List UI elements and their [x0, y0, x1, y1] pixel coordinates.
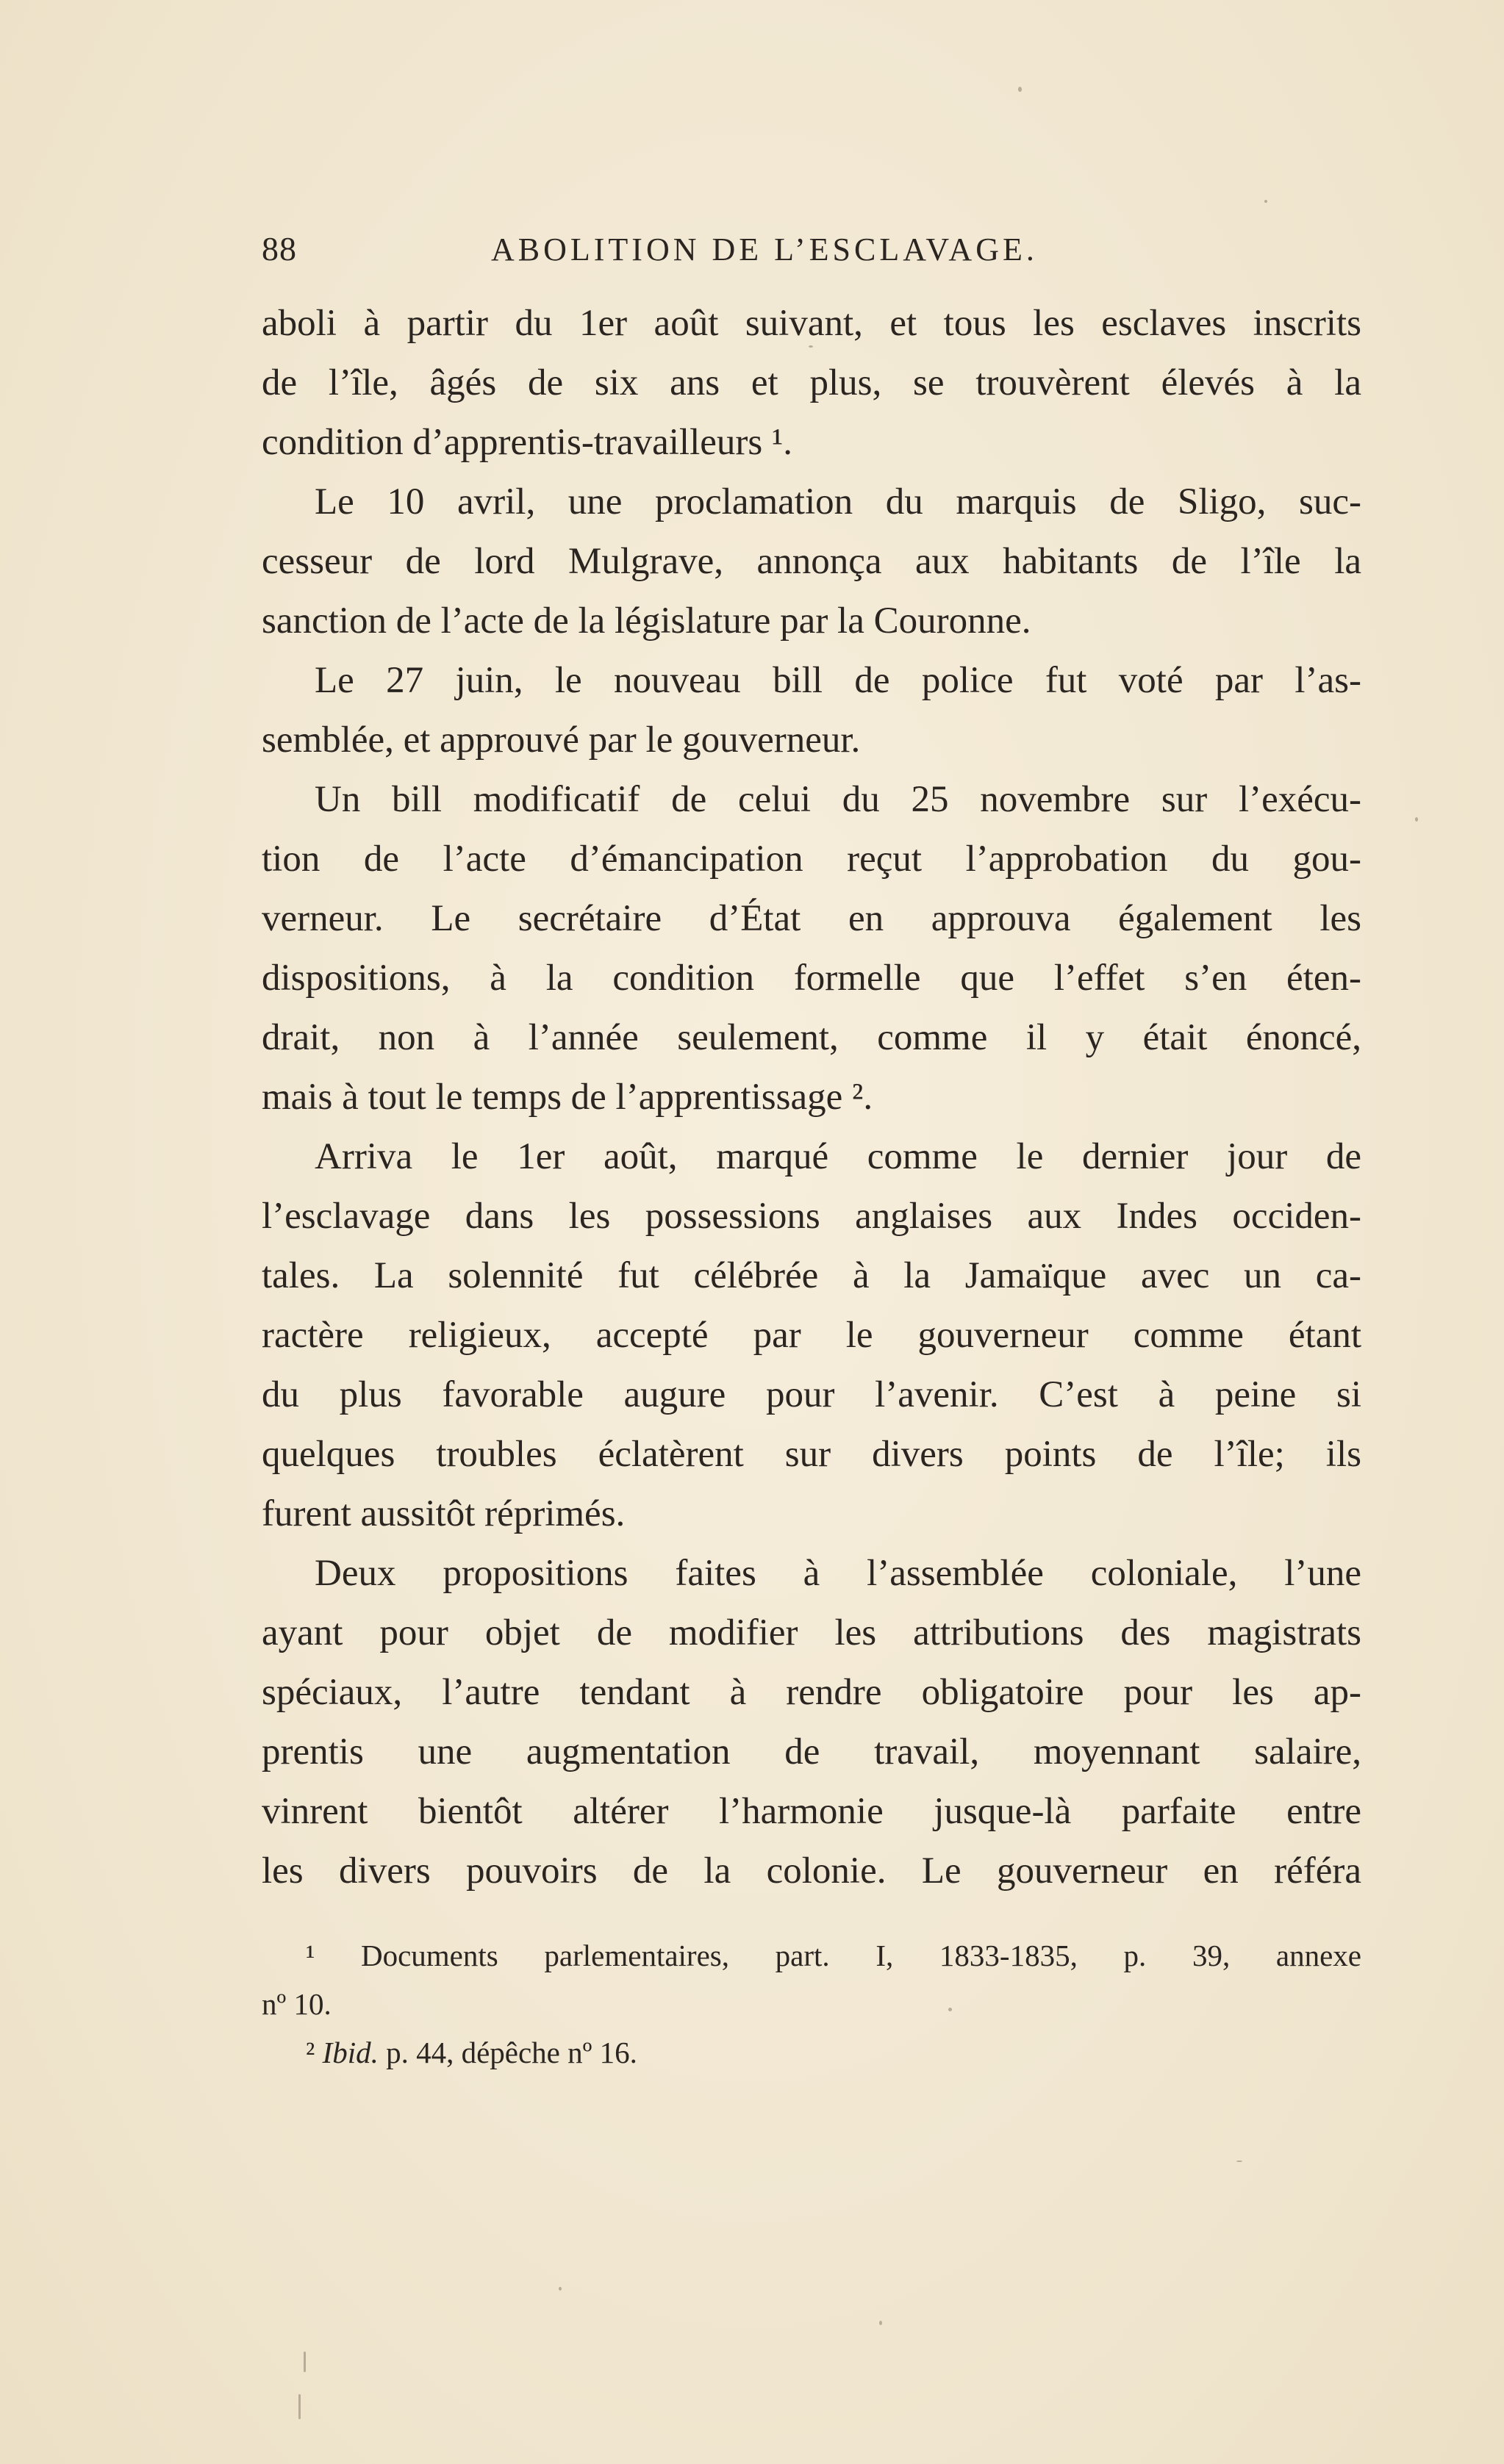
- paper-speck: [879, 2321, 882, 2325]
- body-text: [262, 294, 1361, 1901]
- text-line: prentis une augmentation de travail, moyennant salaire,: [262, 1731, 1361, 1772]
- footnote-2: [262, 2028, 1361, 2077]
- text-line: ractère religieux, accepté par le gouverneur comme étant: [262, 1315, 1361, 1356]
- paper-speck: [1264, 200, 1267, 203]
- text-line: les divers pouvoirs de la colonie. Le gouverneur en référa: [262, 1850, 1361, 1892]
- text-line: spéciaux, l’autre tendant à rendre obligatoire pour les ap-: [262, 1672, 1361, 1713]
- text-line: vinrent bientôt altérer l’harmonie jusque-là parfaite entre: [262, 1791, 1361, 1832]
- text-line: Arriva le 1er août, marqué comme le dernier jour de: [315, 1136, 1361, 1177]
- running-title: ABOLITION DE L’ESCLAVAGE.: [491, 231, 1038, 267]
- text-line: dispositions, à la condition formelle que l’effet s’en éten-: [262, 958, 1361, 999]
- paper-speck: [559, 2287, 562, 2291]
- text-line: de l’île, âgés de six ans et plus, se trouvèrent élevés à la: [262, 362, 1361, 403]
- footnote-1-line: nº 10.: [262, 1987, 332, 2021]
- paper-speck: [1236, 2161, 1242, 2162]
- footnote-2-text: p. 44, dépêche nº 16.: [386, 2036, 637, 2069]
- text-line: verneur. Le secrétaire d’État en approuva également les: [262, 898, 1361, 939]
- text-line: tion de l’acte d’émancipation reçut l’approbation du gou-: [262, 838, 1361, 880]
- text-line: quelques troubles éclatèrent sur divers points de l’île; ils: [262, 1434, 1361, 1475]
- paper-speck: [948, 2008, 952, 2011]
- text-line: sanction de l’acte de la législature par la Couronne.: [262, 600, 1031, 642]
- text-line: mais à tout le temps de l’apprentissage ².: [262, 1077, 873, 1118]
- text-line: tales. La solennité fut célébrée à la Jamaïque avec un ca-: [262, 1255, 1361, 1296]
- text-line: cesseur de lord Mulgrave, annonça aux habitants de l’île la: [262, 541, 1361, 582]
- text-line: l’esclavage dans les possessions anglaises aux Indes occiden-: [262, 1196, 1361, 1237]
- text-line: condition d’apprentis-travailleurs ¹.: [262, 422, 792, 463]
- paper-speck: [1018, 87, 1022, 92]
- text-line: semblée, et approuvé par le gouverneur.: [262, 719, 861, 761]
- text-line: Deux propositions faites à l’assemblée coloniale, l’une: [315, 1553, 1361, 1594]
- footnotes: [262, 1931, 1361, 2077]
- paper-speck: [809, 345, 813, 348]
- footnote-2-marker: ²: [306, 2036, 315, 2069]
- text-line: aboli à partir du 1er août suivant, et tous les esclaves inscrits: [262, 303, 1361, 344]
- page-header: [262, 229, 1129, 281]
- paper-speck: [304, 2352, 306, 2372]
- text-line: du plus favorable augure pour l’avenir. C’est à peine si: [262, 1374, 1361, 1415]
- text-line: drait, non à l’année seulement, comme il y était énoncé,: [262, 1017, 1361, 1058]
- text-line: Un bill modificatif de celui du 25 novembre sur l’exécu-: [315, 779, 1361, 820]
- text-line: furent aussitôt réprimés.: [262, 1493, 626, 1534]
- footnote-2-ibid: Ibid.: [322, 2036, 379, 2069]
- paper-speck: [298, 2394, 301, 2419]
- footnote-1-line: ¹ Documents parlementaires, part. I, 1833-1835, p. 39, annexe: [306, 1939, 1361, 1972]
- paper-speck: [1415, 817, 1418, 822]
- text-line: Le 27 juin, le nouveau bill de police fut voté par l’as-: [315, 660, 1361, 701]
- text-line: Le 10 avril, une proclamation du marquis de Sligo, suc-: [315, 481, 1361, 522]
- page-number: 88: [262, 230, 297, 267]
- text-line: ayant pour objet de modifier les attributions des magistrats: [262, 1612, 1361, 1653]
